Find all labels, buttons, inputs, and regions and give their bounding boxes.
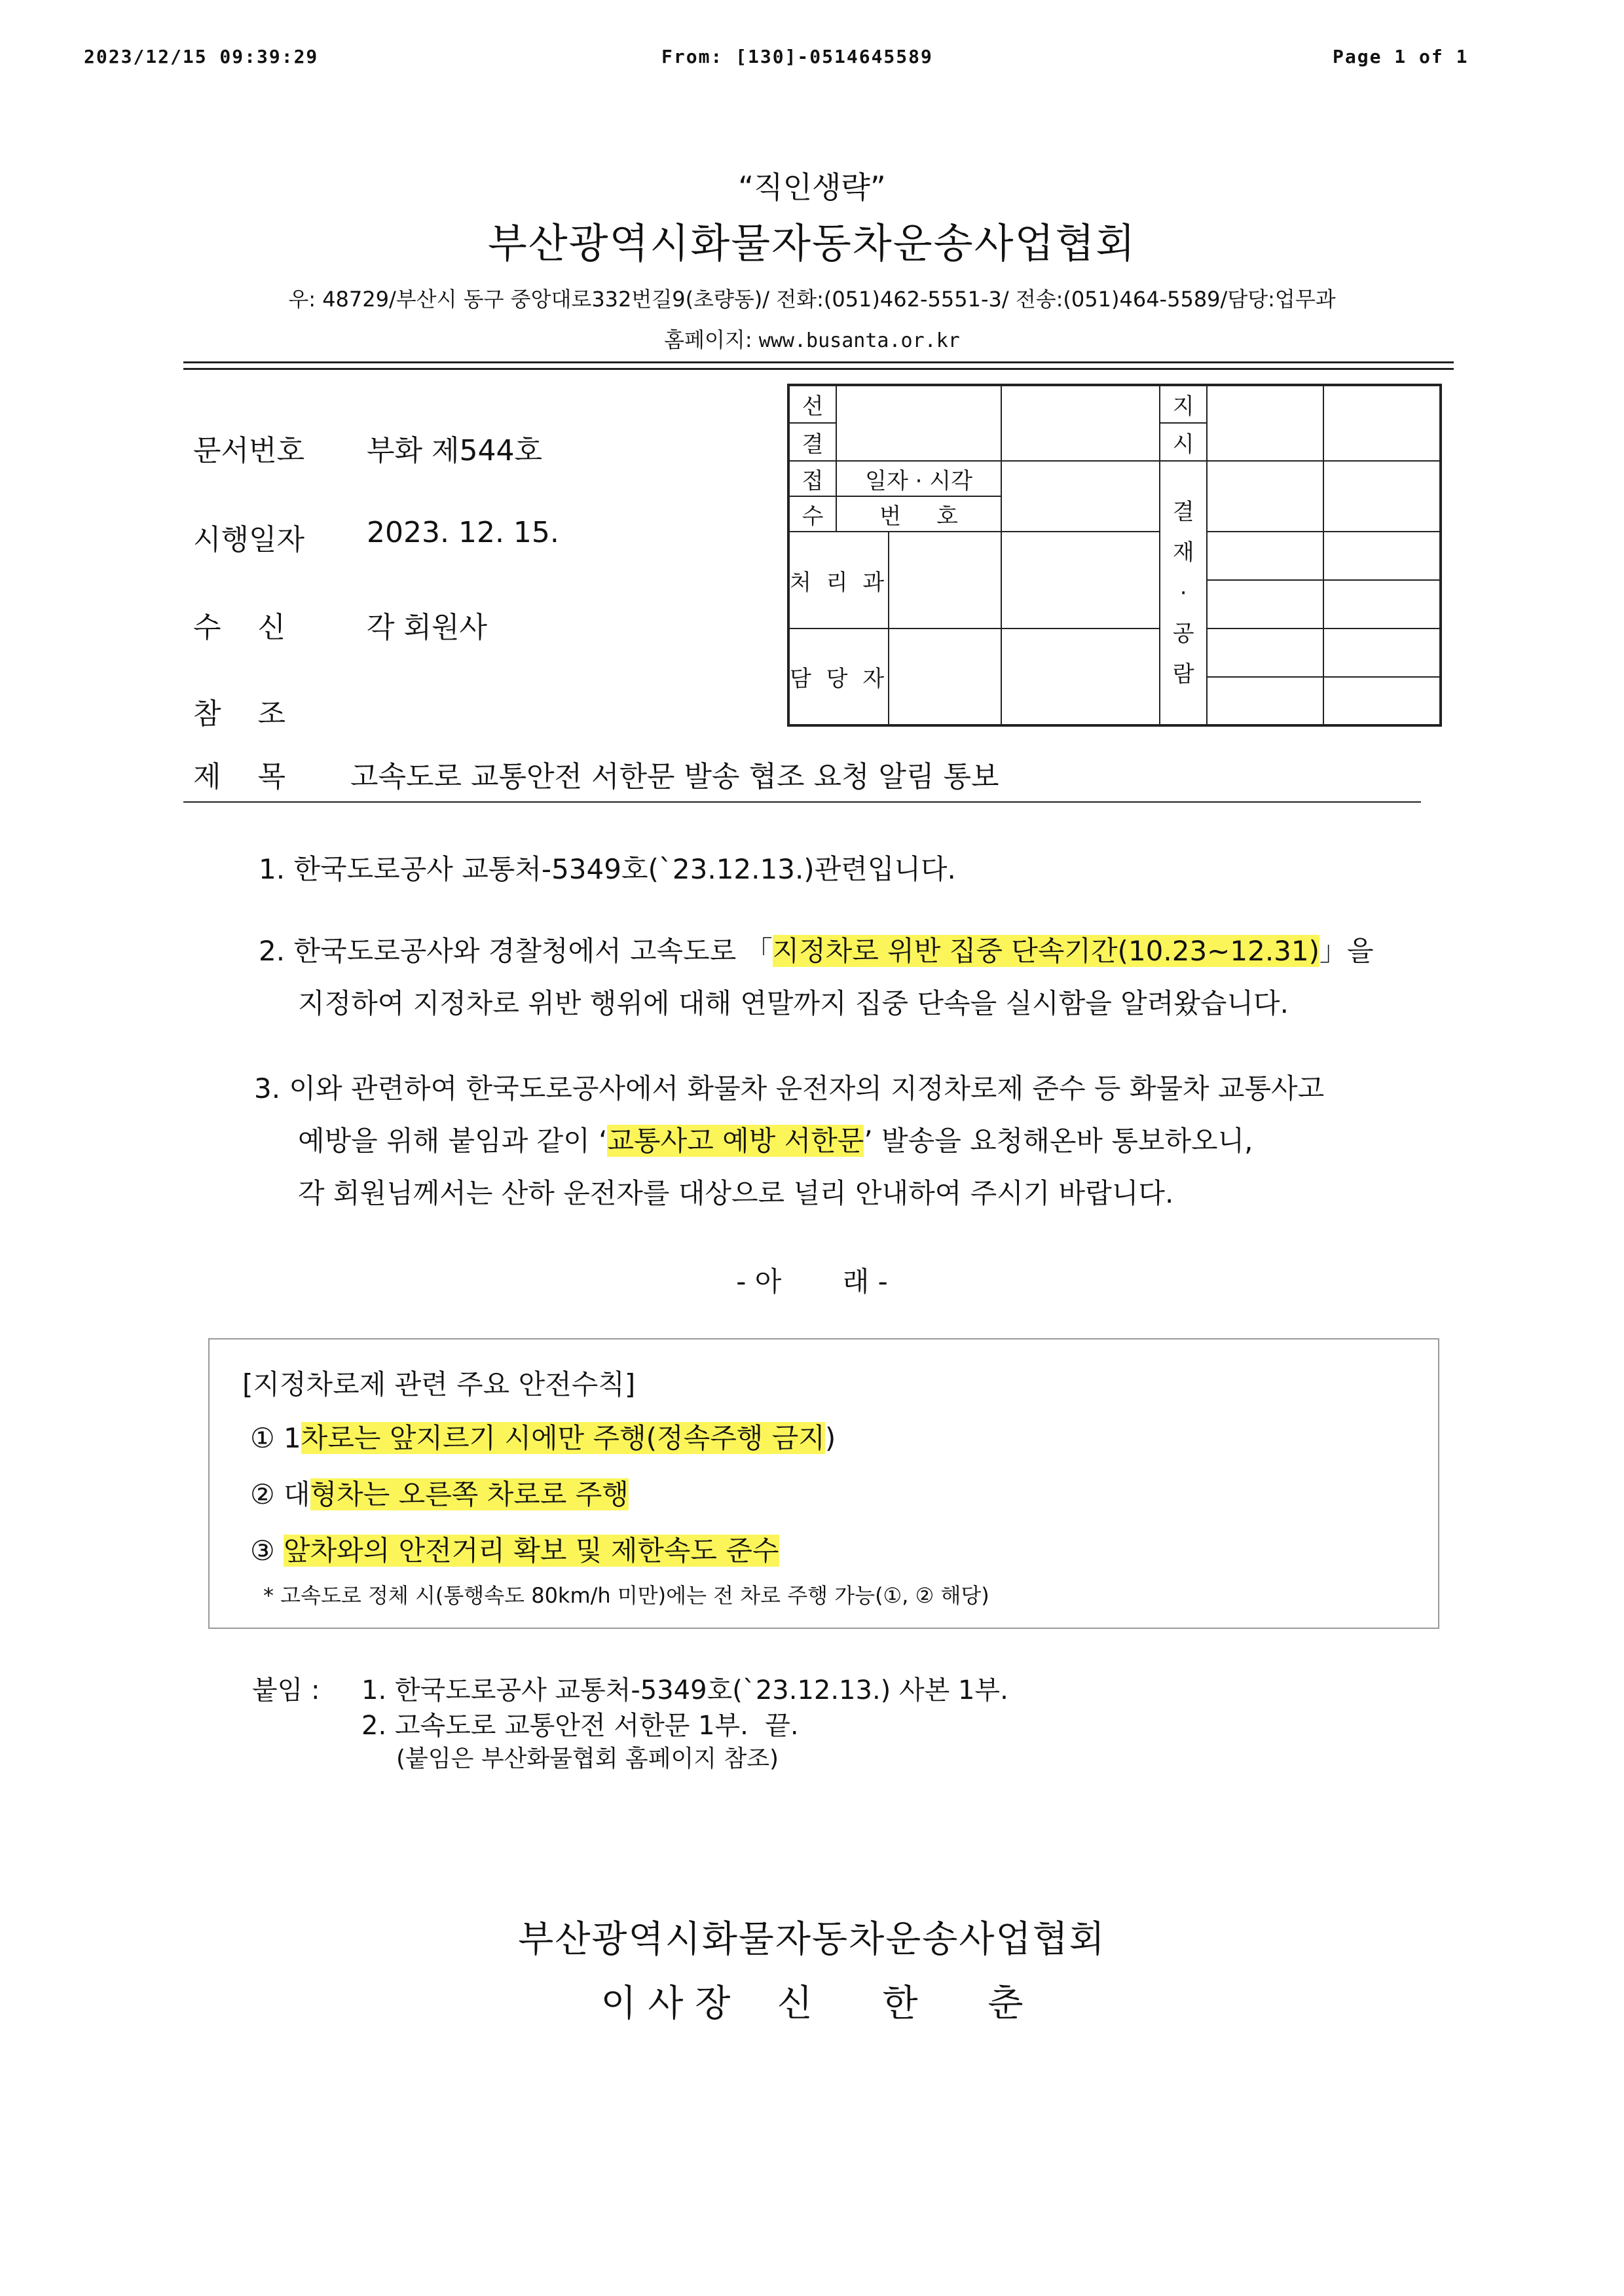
rule-1-pre: 1 <box>284 1422 301 1454</box>
safety-rules-note: * 고속도로 정체 시(통행속도 80km/h 미만)에는 전 차로 주행 가능(①, ② 해당) <box>263 1583 989 1608</box>
letter-title-highlight: 교통사고 예방 서한문 <box>607 1125 864 1157</box>
safety-rules-title: [지정차로제 관련 주요 안전수칙] <box>242 1368 636 1400</box>
attachment-1: 1. 한국도로공사 교통처-5349호(`23.12.13.) 사본 1부. <box>361 1675 1008 1705</box>
tagline: “직인생략” <box>738 170 886 205</box>
paragraph-2-post: 」을 <box>1320 935 1374 967</box>
fax-timestamp: 2023/12/15 09:39:29 <box>84 46 319 67</box>
rule-3-highlight: 앞차와의 안전거리 확보 및 제한속도 준수 <box>284 1535 779 1567</box>
homepage-link[interactable]: www.busanta.or.kr <box>758 329 960 352</box>
attachment-label: 붙임 : <box>252 1675 320 1705</box>
signature-org: 부산광역시화물자동차운송사업협회 <box>518 1918 1106 1961</box>
ji-label: 지 <box>1160 385 1207 423</box>
paragraph-2 <box>259 930 1374 973</box>
rule-1-number: ① <box>250 1422 275 1454</box>
approval-char-4: 공 <box>1172 620 1194 647</box>
header-rule-top <box>183 361 1454 363</box>
approval-char-2: 재 <box>1172 539 1194 566</box>
paragraph-3-line-3: 각 회원님께서는 산하 운전자를 대상으로 널리 안내하여 주시기 바랍니다. <box>298 1177 1174 1209</box>
subject-value: 고속도로 교통안전 서한문 발송 협조 요청 알림 통보 <box>350 760 999 793</box>
safety-rule-3 <box>250 1529 779 1569</box>
approval-char-5: 람 <box>1172 661 1194 687</box>
paragraph-3-post: ’ 발송을 요청해온바 통보하오니, <box>864 1125 1253 1157</box>
paragraph-2-line-2: 지정하여 지정차로 위반 행위에 대해 연말까지 집중 단속을 실시함을 알려왔습니다. <box>298 987 1289 1019</box>
recipient-value: 각 회원사 <box>367 611 488 644</box>
fax-page: Page 1 of 1 <box>1333 46 1469 67</box>
paragraph-2-pre: 2. 한국도로공사와 경찰청에서 고속도로 「 <box>259 935 773 967</box>
safety-rule-2 <box>250 1473 629 1512</box>
gyeol-label: 결 <box>788 423 836 461</box>
rule-1-highlight: 차로는 앞지르기 시에만 주행(정속주행 금지 <box>301 1422 825 1454</box>
org-name: 부산광역시화물자동차운송사업협회 <box>487 219 1137 267</box>
date-value: 2023. 12. 15. <box>367 516 559 549</box>
header-rule-bottom <box>183 368 1454 370</box>
attachment-note: (붙임은 부산화물협회 홈페이지 참조) <box>396 1745 779 1772</box>
address-line: 우: 48729/부산시 동구 중앙대로332번길9(초량동)/ 전화:(051)462-5551-3/ 전송:(051)464-5589/담당:업무과 <box>288 287 1336 312</box>
rule-2-pre: 대 <box>284 1478 310 1510</box>
dept-label: 처 리 과 <box>788 532 889 629</box>
reference-label: 참 조 <box>193 697 286 731</box>
rule-1-post: ) <box>824 1422 836 1454</box>
subject-label: 제 목 <box>193 760 286 793</box>
enforcement-period-highlight: 지정차로 위반 집중 단속기간(10.23~12.31) <box>772 935 1320 967</box>
doc-no-value: 부화 제544호 <box>367 434 542 467</box>
approval-char-1: 결 <box>1172 498 1194 525</box>
sun-label: 선 <box>788 385 836 423</box>
jeop-label: 접 <box>788 461 836 496</box>
paragraph-3-line-1: 3. 이와 관련하여 한국도로공사에서 화물차 운전자의 지정차로제 준수 등 화물차 교통사고 <box>254 1072 1325 1104</box>
signature-name: 이 사 장 신 한 춘 <box>600 1982 1024 2025</box>
rule-3-number: ③ <box>250 1535 275 1567</box>
date-label: 시행일자 <box>193 523 305 556</box>
safety-rule-1 <box>250 1417 836 1456</box>
paragraph-3-line-2 <box>298 1120 1253 1163</box>
person-label: 담 당 자 <box>788 629 889 725</box>
subject-rule <box>183 801 1421 803</box>
su-label: 수 <box>788 496 836 532</box>
attachment-2: 2. 고속도로 교통안전 서한문 1부. 끝. <box>361 1711 799 1741</box>
recipient-label: 수 신 <box>193 611 286 644</box>
rule-2-number: ② <box>250 1478 275 1510</box>
homepage-line <box>0 323 1624 354</box>
below-heading: - 아 래 - <box>736 1266 888 1298</box>
si-label: 시 <box>1160 423 1207 461</box>
approval-label <box>1160 461 1207 725</box>
paragraph-1: 1. 한국도로공사 교통처-5349호(`23.12.13.)관련입니다. <box>259 853 956 885</box>
approval-char-3: · <box>1179 579 1187 606</box>
number-label: 번 호 <box>836 496 1001 532</box>
approval-box <box>787 384 1442 727</box>
safety-rules-box <box>208 1338 1439 1629</box>
rule-2-highlight: 형차는 오른쪽 차로로 주행 <box>310 1478 629 1510</box>
doc-no-label: 문서번호 <box>193 434 305 467</box>
homepage-label: 홈페이지: <box>664 327 752 352</box>
paragraph-3-pre: 예방을 위해 붙임과 같이 ‘ <box>298 1125 608 1157</box>
datetime-label: 일자 · 시각 <box>836 461 1001 496</box>
fax-from: From: [130]-0514645589 <box>661 46 933 67</box>
